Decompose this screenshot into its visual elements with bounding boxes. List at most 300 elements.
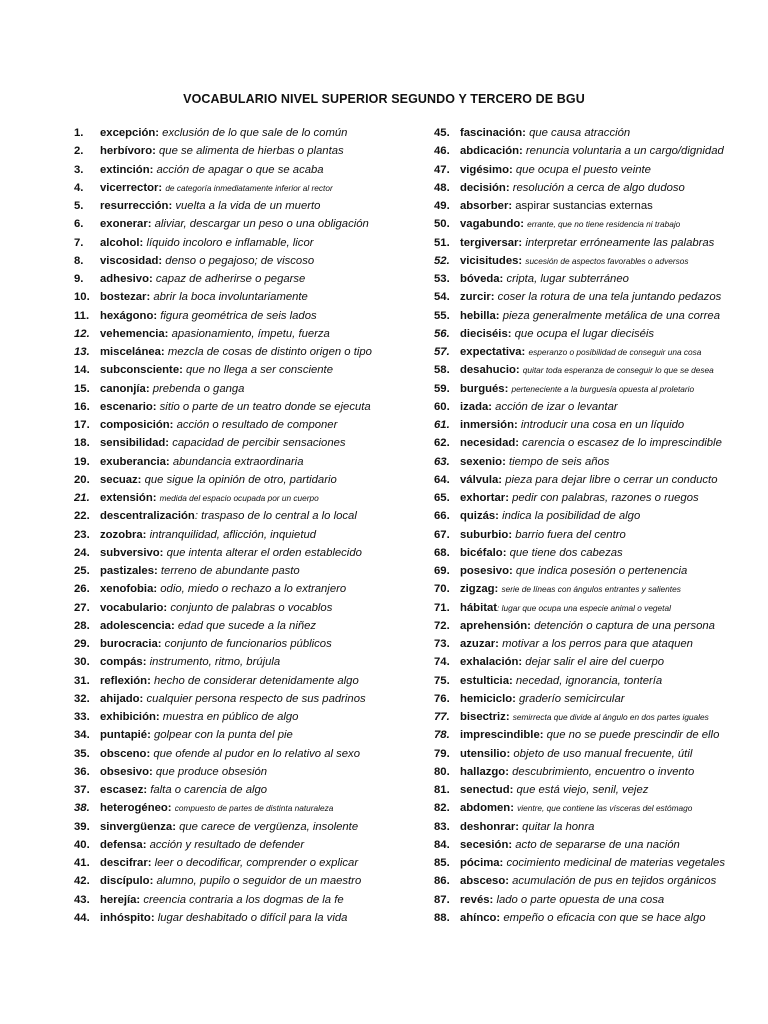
entry-definition: carencia o escasez de lo imprescindible — [522, 437, 722, 450]
entry-definition: que sigue la opinión de otro, partidario — [144, 473, 337, 486]
entry-definition: acción y resultado de defender — [149, 838, 305, 851]
entry-number: 6. — [74, 218, 84, 231]
entry-term: quizás: — [460, 510, 499, 523]
entry-number: 44. — [74, 911, 90, 924]
vocabulary-entry — [434, 544, 754, 562]
entry-definition: que ocupa el puesto veinte — [515, 163, 651, 176]
entry-definition: que carece de vergüenza, insolente — [179, 820, 359, 833]
entry-number: 73. — [434, 638, 450, 650]
entry-number: 48. — [434, 181, 450, 194]
entry-number: 50. — [434, 218, 450, 231]
entry-number: 84. — [434, 838, 450, 851]
entry-definition: esperanzo o posibilidad de conseguir una cosa — [528, 347, 702, 357]
vocabulary-entry — [434, 818, 754, 836]
entry-definition: quitar toda esperanza de conseguir lo que se desea — [522, 365, 714, 376]
vocabulary-entry — [74, 872, 414, 890]
vocabulary-entry — [74, 325, 414, 343]
vocabulary-entry — [74, 270, 414, 288]
entry-definition: hecho de considerar detenidamente algo — [154, 674, 359, 687]
vocabulary-entry — [434, 562, 754, 580]
entry-term: discípulo: — [100, 875, 154, 888]
entry-number: 85. — [434, 857, 450, 869]
vocabulary-column-left — [74, 124, 414, 927]
entry-number: 79. — [434, 747, 450, 760]
entry-number: 43. — [74, 893, 90, 906]
entry-definition: alumno, pupilo o seguidor de un maestro — [156, 875, 362, 888]
vocabulary-entry — [434, 763, 754, 781]
entry-number: 5. — [74, 200, 84, 212]
entry-term: absorber: — [460, 200, 513, 212]
vocabulary-entry — [434, 599, 754, 617]
entry-definition: falta o carencia de algo — [150, 784, 268, 796]
entry-number: 54. — [434, 291, 450, 304]
entry-term: secesión: — [460, 838, 513, 851]
entry-number: 11. — [74, 309, 90, 322]
entry-term: adolescencia: — [100, 619, 175, 632]
entry-number: 13. — [74, 346, 90, 358]
entry-number: 47. — [434, 163, 450, 176]
entry-number: 78. — [434, 729, 450, 742]
entry-definition: odio, miedo o rechazo a lo extranjero — [160, 583, 347, 596]
entry-definition: líquido incoloro e inflamable, licor — [146, 236, 314, 249]
vocabulary-entry — [74, 708, 414, 726]
entry-definition: dejar salir el aire del cuerpo — [525, 656, 665, 669]
vocabulary-entry — [434, 489, 754, 507]
vocabulary-entry — [74, 124, 414, 142]
entry-number: 42. — [74, 875, 90, 888]
vocabulary-entry — [434, 672, 754, 690]
entry-term: adhesivo: — [100, 273, 153, 285]
entry-number: 36. — [74, 765, 90, 778]
entry-definition: instrumento, ritmo, brújula — [149, 656, 281, 669]
vocabulary-entry — [434, 872, 754, 890]
entry-number: 7. — [74, 236, 84, 249]
entry-definition: que indica posesión o pertenencia — [515, 565, 688, 577]
entry-term: escenario: — [100, 400, 157, 413]
vocabulary-entry — [434, 781, 754, 799]
entry-number: 4. — [74, 181, 84, 194]
vocabulary-entry — [434, 580, 754, 598]
entry-number: 24. — [74, 546, 90, 559]
entry-term: resurrección: — [100, 200, 173, 212]
entry-term: escasez: — [100, 784, 148, 796]
vocabulary-entry — [74, 471, 414, 489]
entry-definition: necedad, ignorancia, tontería — [515, 674, 663, 687]
vocabulary-entry — [74, 416, 414, 434]
entry-number: 64. — [434, 473, 450, 486]
entry-definition: conjunto de palabras o vocablos — [170, 601, 333, 614]
entry-definition: errante, que no tiene residencia ni trabajo — [527, 219, 681, 230]
entry-number: 32. — [74, 692, 90, 705]
entry-definition: acto de separarse de una nación — [515, 838, 680, 851]
vocabulary-entry — [74, 580, 414, 598]
entry-term: puntapié: — [100, 729, 151, 742]
entry-number: 75. — [434, 674, 450, 687]
entry-term: xenofobia: — [100, 583, 158, 596]
entry-definition: lugar deshabitado o difícil para la vida — [157, 911, 348, 924]
entry-term: subconsciente: — [100, 364, 183, 377]
entry-term: expectativa: — [460, 346, 526, 358]
entry-term: vehemencia: — [100, 327, 169, 340]
entry-term: necesidad: — [460, 437, 520, 450]
entry-term: exhalación: — [460, 656, 523, 669]
entry-number: 8. — [74, 254, 84, 267]
entry-term: bostezar: — [100, 291, 151, 304]
vocabulary-entry — [74, 544, 414, 562]
entry-number: 71. — [434, 601, 450, 614]
entry-definition: perteneciente a la burguesía opuesta al proletario — [511, 383, 695, 394]
entry-term: dieciséis: — [460, 327, 512, 340]
entry-number: 67. — [434, 528, 450, 541]
vocabulary-entry — [74, 653, 414, 671]
entry-term: bisectriz: — [460, 711, 510, 723]
entry-number: 66. — [434, 510, 450, 523]
entry-definition: abundancia extraordinaria — [172, 455, 304, 468]
entry-term: obsesivo: — [100, 765, 153, 778]
vocabulary-entry — [74, 745, 414, 763]
vocabulary-entry — [74, 617, 414, 635]
vocabulary-entry — [74, 781, 414, 799]
vocabulary-entry — [74, 234, 414, 252]
entry-number: 27. — [74, 601, 90, 614]
entry-definition: mezcla de cosas de distinto origen o tipo — [167, 346, 372, 358]
entry-number: 80. — [434, 765, 450, 778]
entry-definition: exclusión de lo que sale de lo común — [162, 127, 348, 139]
entry-number: 49. — [434, 200, 450, 212]
vocabulary-entry — [434, 434, 754, 452]
entry-number: 37. — [74, 784, 90, 796]
vocabulary-entry — [74, 562, 414, 580]
entry-number: 17. — [74, 419, 90, 431]
vocabulary-entry — [434, 726, 754, 744]
entry-definition: pieza para dejar libre o cerrar un conducto — [505, 473, 718, 486]
entry-number: 72. — [434, 619, 450, 632]
entry-number: 70. — [434, 583, 450, 596]
entry-number: 56. — [434, 327, 450, 340]
entry-definition: cocimiento medicinal de materias vegetales — [506, 857, 725, 869]
vocabulary-entry — [74, 361, 414, 379]
entry-term: defensa: — [100, 838, 147, 851]
vocabulary-entry — [434, 343, 754, 361]
entry-term: ahijado: — [100, 692, 144, 705]
entry-term: revés: — [460, 893, 494, 906]
entry-term: vagabundo: — [460, 218, 525, 231]
entry-number: 29. — [74, 638, 90, 650]
entry-number: 77. — [434, 711, 450, 723]
vocabulary-entry — [74, 398, 414, 416]
vocabulary-entry — [434, 617, 754, 635]
vocabulary-entry — [434, 197, 754, 215]
entry-term: deshonrar: — [460, 820, 520, 833]
entry-number: 28. — [74, 619, 90, 632]
vocabulary-entry — [74, 672, 414, 690]
entry-definition: cripta, lugar subterráneo — [506, 273, 629, 285]
entry-definition: que ofende al pudor en lo relativo al sexo — [153, 747, 360, 760]
entry-term: desahucio: — [460, 364, 520, 377]
entry-term: herejía: — [100, 893, 141, 906]
entry-term: suburbio: — [460, 528, 513, 541]
entry-term: utensilio: — [460, 747, 511, 760]
entry-definition: acción o resultado de componer — [176, 419, 338, 431]
vocabulary-entry — [74, 142, 414, 160]
entry-term: composición: — [100, 419, 174, 431]
vocabulary-entry — [74, 197, 414, 215]
entry-number: 57. — [434, 346, 450, 358]
entry-term: zozobra: — [100, 528, 147, 541]
entry-term: izada: — [460, 400, 493, 413]
entry-definition: medida del espacio ocupada por un cuerpo — [159, 493, 319, 503]
vocabulary-entry — [434, 745, 754, 763]
vocabulary-entry — [74, 179, 414, 197]
entry-number: 35. — [74, 747, 90, 760]
vocabulary-entry — [74, 489, 414, 507]
entry-definition: aspirar sustancias externas — [515, 200, 653, 212]
entry-number: 83. — [434, 820, 450, 833]
entry-definition: coser la rotura de una tela juntando pedazos — [497, 291, 722, 304]
vocabulary-entry — [74, 215, 414, 233]
entry-term: fascinación: — [460, 127, 526, 139]
entry-definition: introducir una cosa en un líquido — [520, 419, 685, 431]
vocabulary-entry — [74, 526, 414, 544]
vocabulary-entry — [434, 252, 754, 270]
entry-definition: sitio o parte de un teatro donde se ejecuta — [159, 400, 371, 413]
vocabulary-entry — [434, 507, 754, 525]
vocabulary-entry — [74, 343, 414, 361]
entry-term: burocracia: — [100, 638, 162, 650]
entry-term: obsceno: — [100, 747, 151, 760]
entry-definition: sucesión de aspectos favorables o adversos — [525, 255, 689, 266]
entry-definition: terreno de abundante pasto — [160, 565, 300, 577]
entry-term: exhibición: — [100, 711, 160, 723]
entry-definition: apasionamiento, ímpetu, fuerza — [171, 327, 330, 340]
entry-definition: prebenda o ganga — [152, 382, 245, 395]
vocabulary-entry — [74, 453, 414, 471]
entry-number: 19. — [74, 455, 90, 468]
entry-definition: muestra en público de algo — [162, 711, 299, 723]
entry-term: decisión: — [460, 181, 510, 194]
entry-number: 59. — [434, 382, 450, 395]
vocabulary-entry — [434, 215, 754, 233]
entry-term: sinvergüenza: — [100, 820, 176, 833]
vocabulary-entry — [434, 416, 754, 434]
entry-number: 21. — [74, 492, 90, 504]
entry-number: 22. — [74, 510, 90, 523]
entry-term: hábitat — [460, 601, 498, 614]
entry-definition: renuncia voluntaria a un cargo/dignidad — [525, 145, 724, 158]
vocabulary-entry — [434, 380, 754, 398]
entry-definition: edad que sucede a la niñez — [177, 619, 317, 632]
entry-term: secuaz: — [100, 473, 142, 486]
entry-definition: que causa atracción — [529, 127, 631, 139]
entry-term: descentralización — [100, 510, 195, 523]
entry-term: herbívoro: — [100, 145, 156, 158]
entry-number: 14. — [74, 364, 90, 377]
entry-number: 86. — [434, 875, 450, 888]
entry-definition: pedir con palabras, razones o ruegos — [512, 492, 699, 504]
entry-term: extinción: — [100, 163, 154, 176]
entry-definition: : traspaso de lo central a lo local — [194, 510, 357, 523]
entry-definition: semirrecta que divide al ángulo en dos partes iguales — [512, 712, 709, 722]
vocabulary-entry — [434, 398, 754, 416]
entry-term: reflexión: — [100, 674, 151, 687]
entry-definition: tiempo de seis años — [508, 455, 610, 468]
entry-number: 25. — [74, 565, 90, 577]
entry-definition: intranquilidad, aflicción, inquietud — [149, 528, 317, 541]
entry-term: imprescindible: — [460, 729, 544, 742]
entry-term: sexenio: — [460, 455, 506, 468]
entry-number: 51. — [434, 236, 450, 249]
entry-term: absceso: — [460, 875, 509, 888]
entry-number: 31. — [74, 674, 90, 687]
entry-term: abdomen: — [460, 802, 514, 815]
entry-term: abdicación: — [460, 145, 523, 158]
entry-definition: creencia contraria a los dogmas de la fe — [143, 893, 344, 906]
entry-term: aprehensión: — [460, 619, 531, 632]
entry-term: hallazgo: — [460, 765, 509, 778]
vocabulary-entry — [74, 307, 414, 325]
entry-definition: vuelta a la vida de un muerto — [175, 200, 321, 212]
entry-definition: motivar a los perros para que ataquen — [502, 638, 693, 650]
entry-number: 68. — [434, 546, 450, 559]
entry-definition: golpear con la punta del pie — [153, 729, 293, 742]
entry-number: 23. — [74, 528, 90, 541]
entry-number: 18. — [74, 437, 90, 450]
vocabulary-entry — [74, 799, 414, 817]
vocabulary-entry — [434, 653, 754, 671]
entry-term: excepción: — [100, 127, 160, 139]
entry-term: inmersión: — [460, 419, 518, 431]
entry-number: 41. — [74, 857, 90, 869]
entry-definition: que se alimenta de hierbas o plantas — [159, 145, 344, 158]
entry-number: 87. — [434, 893, 450, 906]
entry-term: miscelánea: — [100, 346, 165, 358]
vocabulary-entry — [74, 909, 414, 927]
entry-definition: detención o captura de una persona — [534, 619, 715, 632]
entry-definition: interpretar erróneamente las palabras — [525, 236, 715, 249]
entry-number: 45. — [434, 127, 450, 139]
entry-number: 33. — [74, 711, 90, 723]
entry-number: 52. — [434, 254, 450, 267]
vocabulary-entry — [74, 690, 414, 708]
entry-term: heterogéneo: — [100, 802, 172, 815]
vocabulary-entry — [434, 708, 754, 726]
entry-definition: descubrimiento, encuentro o invento — [512, 765, 695, 778]
entry-definition: compuesto de partes de distinta naturaleza — [174, 803, 334, 814]
document-title: VOCABULARIO NIVEL SUPERIOR SEGUNDO Y TERCERO DE BGU — [183, 92, 585, 106]
entry-term: pócima: — [460, 857, 504, 869]
vocabulary-entry — [74, 434, 414, 452]
entry-term: canonjía: — [100, 382, 150, 395]
entry-term: vocabulario: — [100, 601, 168, 614]
vocabulary-entry — [434, 854, 754, 872]
entry-term: senectud: — [460, 784, 514, 796]
entry-number: 1. — [74, 127, 84, 139]
vocabulary-entry — [74, 818, 414, 836]
vocabulary-entry — [74, 891, 414, 909]
entry-number: 63. — [434, 455, 450, 468]
entry-number: 39. — [74, 820, 90, 833]
entry-definition: quitar la honra — [522, 820, 595, 833]
entry-term: exuberancia: — [100, 455, 170, 468]
entry-term: burgués: — [460, 382, 509, 395]
entry-definition: abrir la boca involuntariamente — [153, 291, 308, 304]
entry-number: 55. — [434, 309, 450, 322]
vocabulary-entry — [74, 507, 414, 525]
entry-term: viscosidad: — [100, 254, 163, 267]
vocabulary-entry — [434, 270, 754, 288]
entry-term: azuzar: — [460, 638, 499, 650]
entry-term: subversivo: — [100, 546, 164, 559]
entry-definition: vientre, que contiene las vísceras del estómago — [517, 803, 693, 814]
entry-definition: lado o parte opuesta de una cosa — [496, 893, 665, 906]
entry-term: extensión: — [100, 492, 157, 504]
entry-definition: aliviar, descargar un peso o una obligación — [154, 218, 369, 231]
vocabulary-entry — [434, 453, 754, 471]
vocabulary-entry — [74, 726, 414, 744]
entry-number: 82. — [434, 802, 450, 815]
vocabulary-entry — [434, 161, 754, 179]
vocabulary-entry — [74, 599, 414, 617]
entry-term: bóveda: — [460, 273, 504, 285]
entry-definition: que intenta alterar el orden establecido — [166, 546, 362, 559]
entry-number: 12. — [74, 327, 90, 340]
vocabulary-column-right — [434, 124, 754, 927]
entry-number: 20. — [74, 473, 90, 486]
vocabulary-entry — [434, 799, 754, 817]
entry-number: 34. — [74, 729, 90, 742]
entry-term: exonerar: — [100, 218, 152, 231]
entry-term: vicerrector: — [100, 181, 163, 194]
entry-number: 46. — [434, 145, 450, 158]
entry-term: hexágono: — [100, 309, 158, 322]
entry-number: 10. — [74, 291, 90, 304]
vocabulary-entry — [74, 635, 414, 653]
entry-definition: indica la posibilidad de algo — [502, 510, 641, 523]
entry-definition: barrio fuera del centro — [515, 528, 626, 541]
entry-term: hebilla: — [460, 309, 500, 322]
entry-number: 3. — [74, 163, 84, 176]
entry-term: tergiversar: — [460, 236, 523, 249]
vocabulary-entry — [74, 252, 414, 270]
entry-number: 60. — [434, 400, 450, 413]
entry-definition: leer o decodificar, comprender o explicar — [154, 857, 359, 869]
vocabulary-entry — [74, 288, 414, 306]
entry-definition: graderío semicircular — [519, 692, 625, 705]
entry-definition: que produce obsesión — [155, 765, 268, 778]
entry-definition: objeto de uso manual frecuente, útil — [513, 747, 693, 760]
entry-number: 61. — [434, 419, 450, 431]
entry-term: estulticia: — [460, 674, 513, 687]
entry-number: 16. — [74, 400, 90, 413]
entry-term: zigzag: — [460, 583, 499, 596]
entry-definition: que está viejo, senil, vejez — [516, 784, 649, 796]
vocabulary-entry — [434, 361, 754, 379]
entry-number: 62. — [434, 437, 450, 450]
entry-definition: acción de izar o levantar — [495, 400, 618, 413]
vocabulary-entry — [434, 325, 754, 343]
entry-number: 69. — [434, 565, 450, 577]
entry-number: 53. — [434, 273, 450, 285]
vocabulary-entry — [434, 471, 754, 489]
entry-number: 40. — [74, 838, 90, 851]
entry-number: 9. — [74, 273, 84, 285]
vocabulary-entry — [74, 763, 414, 781]
vocabulary-entry — [434, 909, 754, 927]
vocabulary-entry — [74, 854, 414, 872]
vocabulary-entry — [434, 526, 754, 544]
entry-definition: capaz de adherirse o pegarse — [155, 273, 306, 285]
entry-definition: figura geométrica de seis lados — [160, 309, 317, 322]
